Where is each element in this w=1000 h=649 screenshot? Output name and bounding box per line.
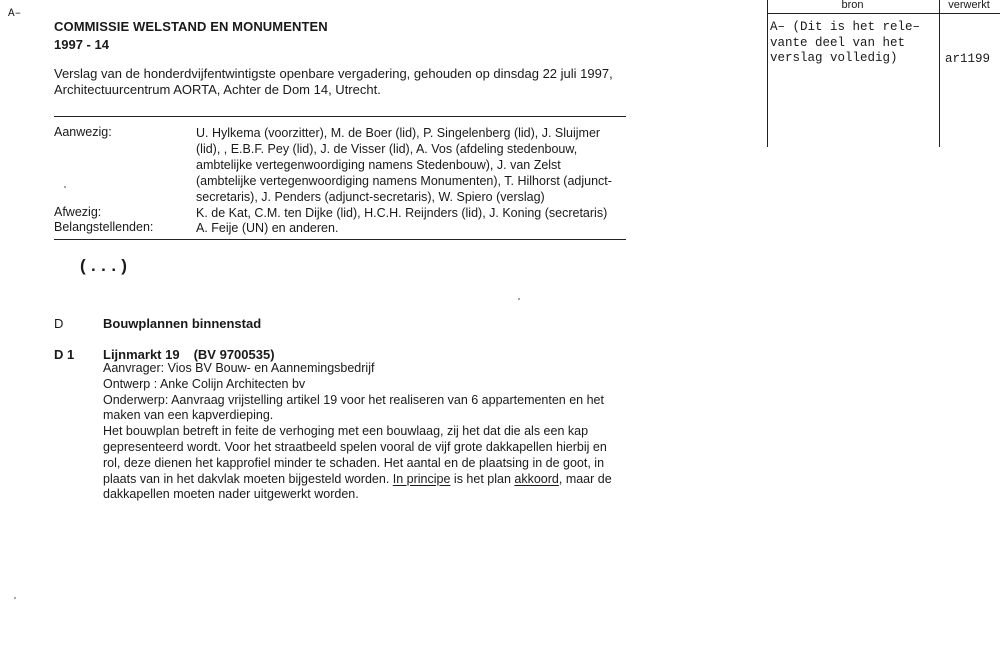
header-source: bron xyxy=(841,0,864,11)
report-number: 1997 - 14 xyxy=(54,37,109,52)
present-line: ambtelijke vertegenwoordiging namens Stedenbouw), J. van Zelst xyxy=(196,158,561,172)
intro-line: Architectuurcentrum AORTA, Achter de Dom 14, Utrecht. xyxy=(54,82,381,97)
applicant-line: Aanvrager: Vios BV Bouw- en Aannemingsbedrijf xyxy=(103,361,375,375)
divider-bottom xyxy=(54,239,626,240)
body-line: gepresenteerd wordt. Voor het straatbeeld spelen vooral de vijf grote dakkapellen hierbij en xyxy=(103,439,607,454)
source-note xyxy=(770,20,940,67)
report-intro xyxy=(54,66,634,98)
subject-line: maken van een kapverdieping. xyxy=(103,408,274,423)
absent-list: K. de Kat, C.M. ten Dijke (lid), H.C.H. Reijnders (lid), J. Koning (secretaris) xyxy=(196,206,608,220)
body-line: rol, deze dienen het kapprofiel minder te schaden. Het aantal en de plaatsing in de goot, in xyxy=(103,455,605,470)
intro-line: Verslag van de honderdvijfentwintigste openbare vergadering, gehouden op dinsdag 22 juli 1997, xyxy=(54,66,613,81)
present-list xyxy=(196,125,636,205)
underlined-phrase: In principe xyxy=(392,471,451,486)
item-body xyxy=(103,361,628,503)
scan-speck xyxy=(14,597,16,599)
processed-column xyxy=(938,0,1000,147)
stakeholders-list: A. Feije (UN) en anderen. xyxy=(196,221,339,235)
item-reference: (BV 9700535) xyxy=(193,347,275,362)
document-title: COMMISSIE WELSTAND EN MONUMENTEN xyxy=(54,19,328,34)
scan-speck xyxy=(518,298,520,300)
source-note-line: A– (Dit is het rele– xyxy=(770,20,921,34)
present-line: secretaris), J. Penders (adjunct-secretaris), W. Spiero (verslag) xyxy=(196,190,545,204)
body-text: , maar de xyxy=(558,471,612,486)
body-line: dakkapellen moeten nader uitgewerkt worden. xyxy=(103,487,359,502)
present-line: U. Hylkema (voorzitter), M. de Boer (lid), P. Singelenberg (lid), J. Sluijmer xyxy=(196,126,601,140)
body-text: is het plan xyxy=(450,471,515,486)
item-address: Lijnmarkt 19 xyxy=(103,347,180,362)
item-number: D 1 xyxy=(54,347,75,362)
item-title xyxy=(103,347,275,362)
present-line: (lid), , E.B.F. Pey (lid), J. de Visser (lid), A. Vos (afdeling stedenbouw, xyxy=(196,142,578,156)
table-header-rule xyxy=(767,13,1000,14)
margin-mark: A– xyxy=(8,8,22,20)
present-label: Aanwezig: xyxy=(54,125,112,139)
source-note-line: vante deel van het xyxy=(770,35,906,50)
header-processed: verwerkt xyxy=(948,0,990,11)
body-line: Het bouwplan betreft in feite de verhoging met een bouwlaag, zij het dat die als een kap xyxy=(103,424,589,439)
body-text: plaats van in het dakvlak moeten bijgesteld worden. xyxy=(103,471,393,486)
section-title: Bouwplannen binnenstad xyxy=(103,316,262,331)
present-line: (ambtelijke vertegenwoordiging namens Monumenten), T. Hilhorst (adjunct- xyxy=(196,174,612,188)
section-letter: D xyxy=(54,316,64,331)
source-note-line: verslag volledig) xyxy=(770,51,898,65)
scan-speck xyxy=(64,186,66,188)
designer-line: Ontwerp : Anke Colijn Architecten bv xyxy=(103,376,306,391)
underlined-word: akkoord xyxy=(514,471,559,486)
omission-marker: (...) xyxy=(78,258,130,277)
absent-label: Afwezig: xyxy=(54,205,102,219)
divider-top xyxy=(54,116,626,117)
processed-value: ar1199 xyxy=(945,52,991,66)
stakeholders-label: Belangstellenden: xyxy=(54,220,154,234)
source-table xyxy=(767,0,1000,147)
subject-line: Onderwerp: Aanvraag vrijstelling artikel 19 voor het realiseren van 6 appartementen en het xyxy=(103,392,604,407)
body-line xyxy=(103,472,628,488)
